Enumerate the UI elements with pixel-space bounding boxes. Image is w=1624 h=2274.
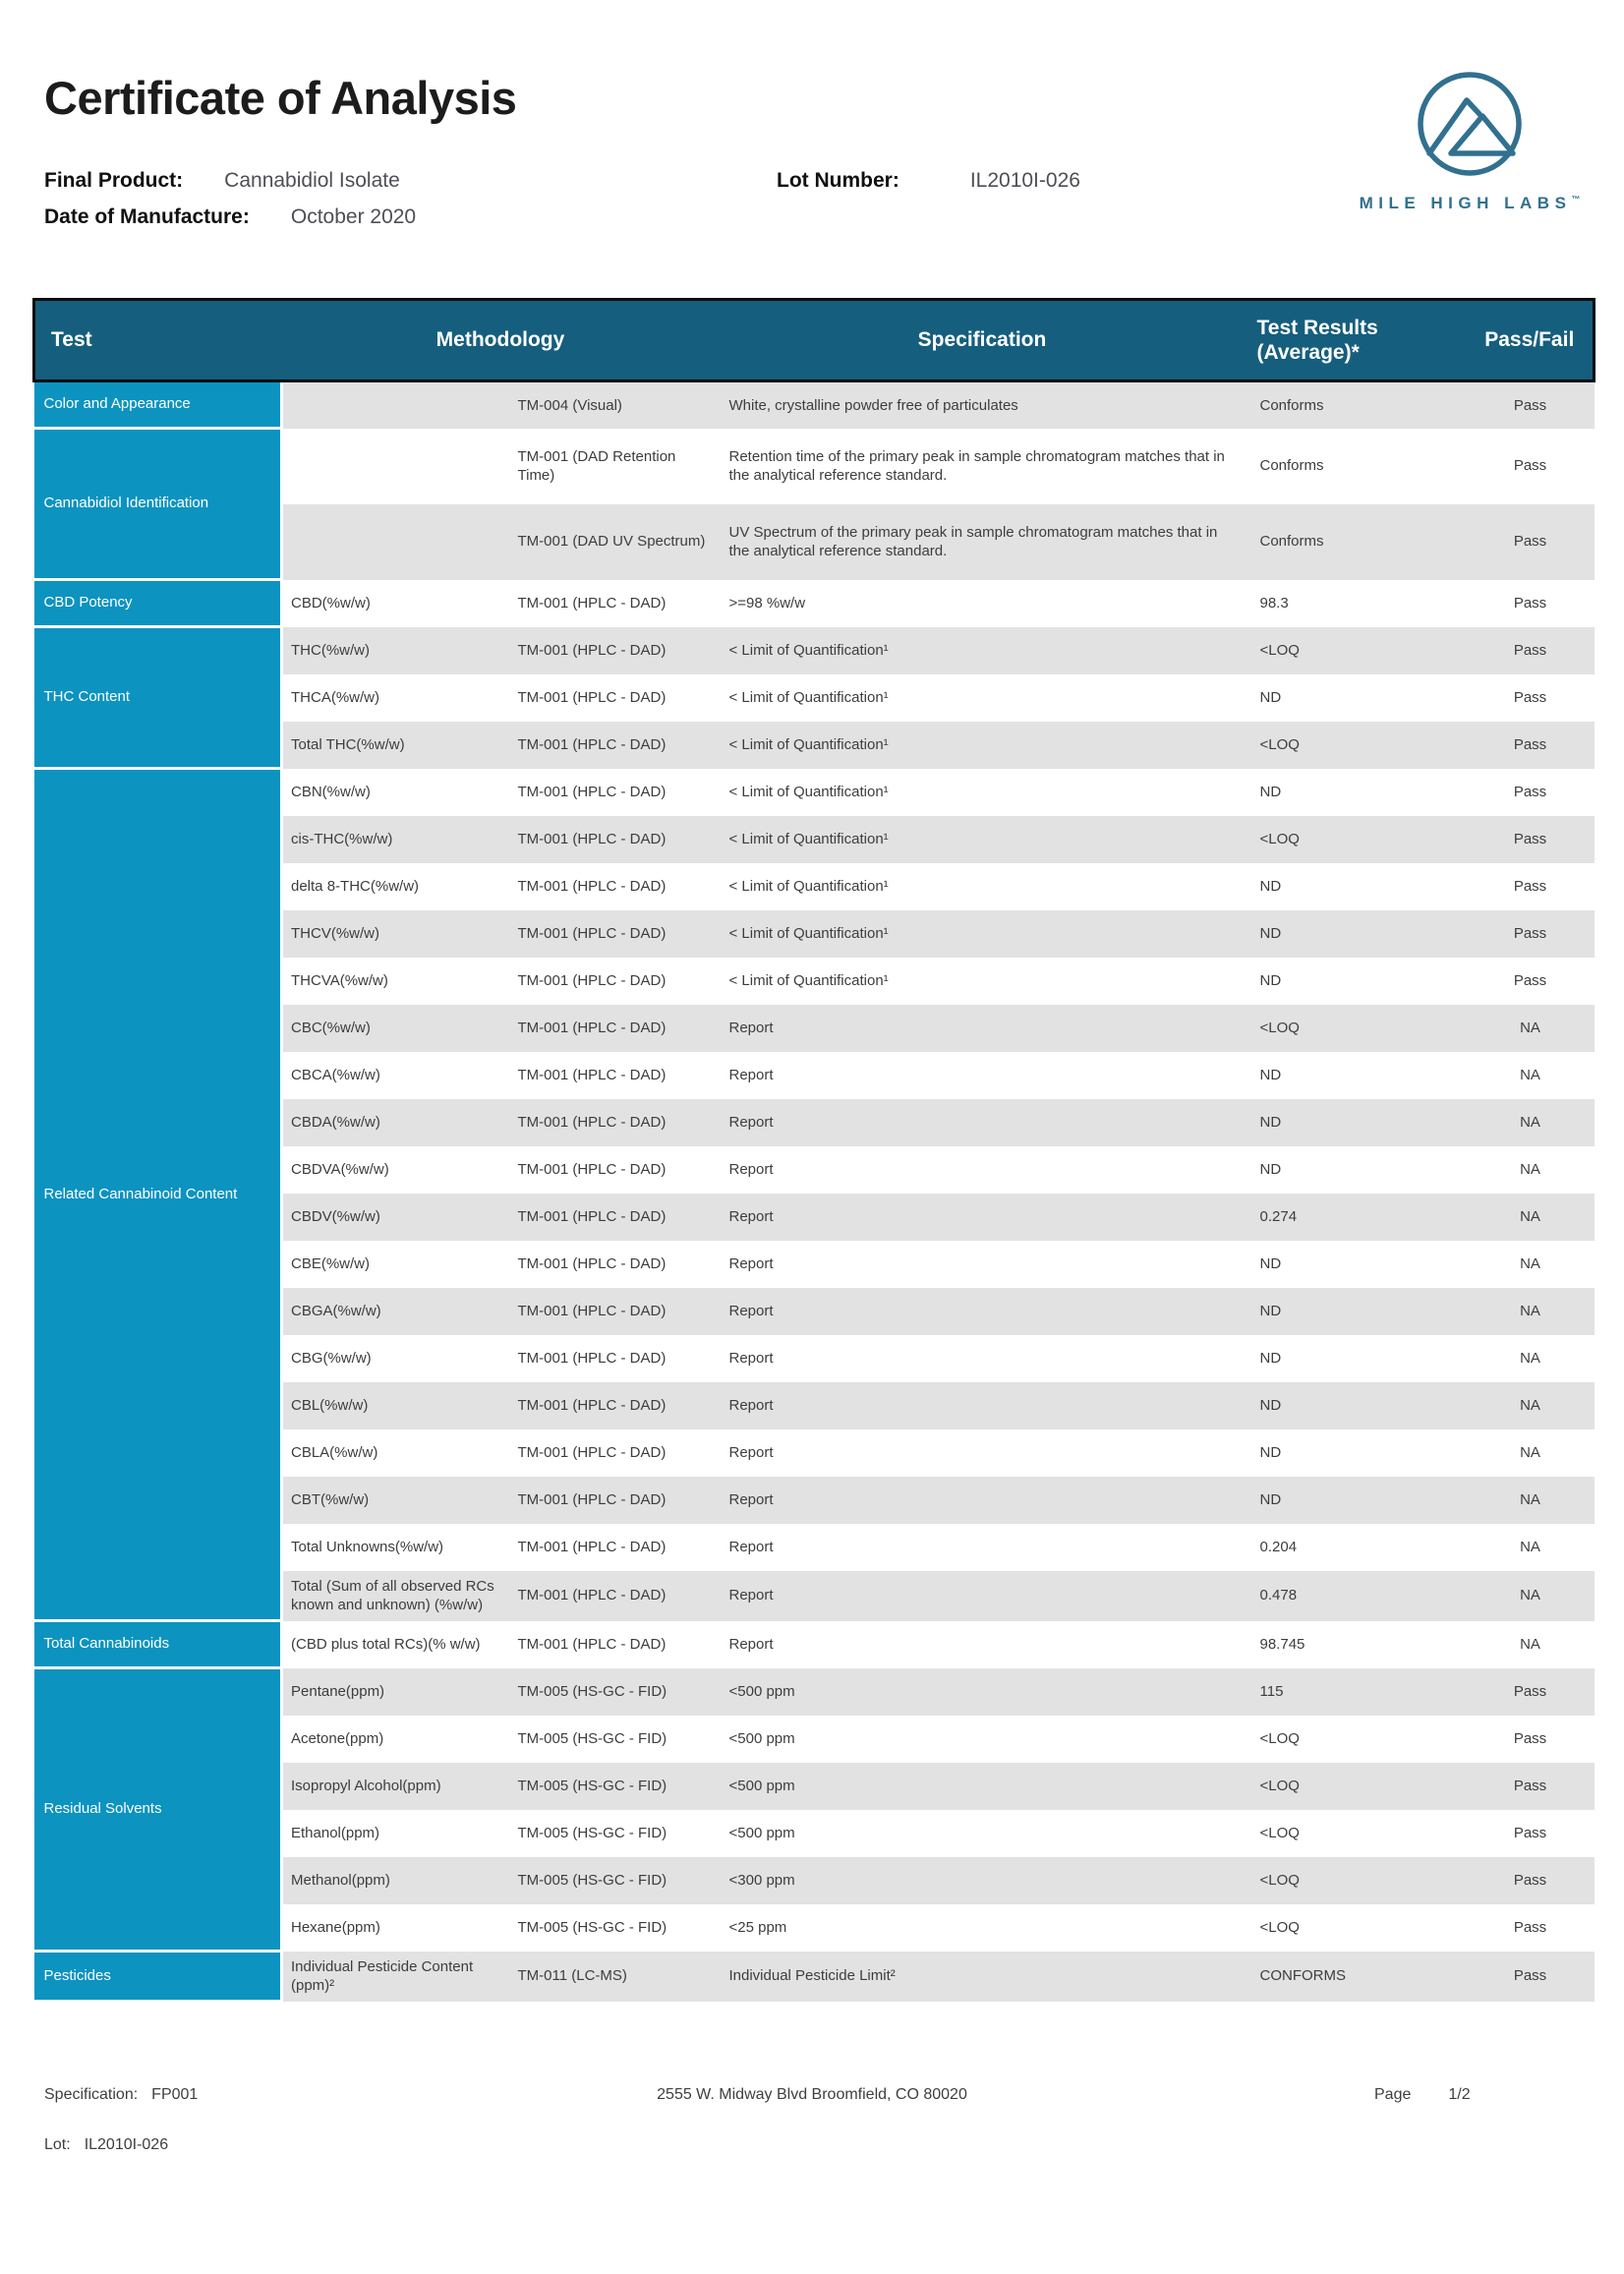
footer-specification-label: Specification: <box>44 2086 139 2103</box>
lot-number-value: IL2010I-026 <box>969 169 1080 192</box>
methodology-cell: TM-001 (DAD UV Spectrum) <box>508 504 720 580</box>
result-cell: ND <box>1246 1099 1467 1146</box>
result-cell: ND <box>1246 674 1467 722</box>
result-cell: Conforms <box>1246 429 1467 504</box>
specification-cell: Report <box>720 1382 1246 1429</box>
footer-page-label: Page <box>1374 2086 1412 2103</box>
footer-page-value: 1/2 <box>1448 2086 1471 2103</box>
test-section-cell: THC Content <box>34 627 282 769</box>
result-cell: ND <box>1246 1429 1467 1477</box>
analyte-cell: (CBD plus total RCs)(% w/w) <box>282 1621 508 1668</box>
analyte-cell: cis-THC(%w/w) <box>282 816 508 863</box>
col-header-methodology: Methodology <box>282 300 720 381</box>
specification-cell: Report <box>720 1477 1246 1524</box>
results-table <box>32 298 1595 2003</box>
lot-number-row <box>777 169 1080 193</box>
specification-cell: <500 ppm <box>720 1668 1246 1716</box>
passfail-cell: Pass <box>1467 674 1595 722</box>
analyte-cell: Total Unknowns(%w/w) <box>282 1524 508 1571</box>
result-cell: <LOQ <box>1246 1810 1467 1857</box>
mile-high-labs-logo <box>1357 67 1583 213</box>
analyte-cell: THCA(%w/w) <box>282 674 508 722</box>
result-cell: 98.3 <box>1246 580 1467 627</box>
analyte-cell: Total (Sum of all observed RCs known and unknown) (%w/w) <box>282 1571 508 1621</box>
passfail-cell: NA <box>1467 1241 1595 1288</box>
methodology-cell: TM-005 (HS-GC - FID) <box>508 1810 720 1857</box>
analyte-cell: CBL(%w/w) <box>282 1382 508 1429</box>
specification-cell: < Limit of Quantification¹ <box>720 910 1246 958</box>
methodology-cell: TM-001 (HPLC - DAD) <box>508 1146 720 1194</box>
specification-cell: UV Spectrum of the primary peak in sample chromatogram matches that in the analytical reference standard. <box>720 504 1246 580</box>
result-cell: <LOQ <box>1246 1763 1467 1810</box>
final-product-label: Final Product: <box>44 169 184 192</box>
methodology-cell: TM-001 (HPLC - DAD) <box>508 1241 720 1288</box>
table-header-row <box>34 300 1595 381</box>
methodology-cell: TM-005 (HS-GC - FID) <box>508 1904 720 1952</box>
analyte-cell: Isopropyl Alcohol(ppm) <box>282 1763 508 1810</box>
table-row <box>34 769 1595 816</box>
result-cell: ND <box>1246 958 1467 1005</box>
passfail-cell: Pass <box>1467 381 1595 429</box>
methodology-cell: TM-001 (HPLC - DAD) <box>508 1524 720 1571</box>
table-row <box>34 381 1595 429</box>
methodology-cell: TM-001 (HPLC - DAD) <box>508 1621 720 1668</box>
results-table-wrap <box>32 298 1595 2003</box>
specification-cell: <25 ppm <box>720 1904 1246 1952</box>
passfail-cell: NA <box>1467 1335 1595 1382</box>
passfail-cell: Pass <box>1467 429 1595 504</box>
mountain-circle-logo-icon <box>1357 67 1583 185</box>
final-product-value: Cannabidiol Isolate <box>224 169 400 192</box>
test-section-cell: Pesticides <box>34 1952 282 2002</box>
test-section-cell: CBD Potency <box>34 580 282 627</box>
result-cell: Conforms <box>1246 504 1467 580</box>
trademark-symbol: ™ <box>1571 194 1581 204</box>
table-row <box>34 429 1595 504</box>
results-table-body <box>34 381 1595 2002</box>
specification-cell: < Limit of Quantification¹ <box>720 816 1246 863</box>
result-cell: 0.274 <box>1246 1194 1467 1241</box>
footer-lot <box>44 2136 198 2154</box>
specification-cell: <500 ppm <box>720 1763 1246 1810</box>
result-cell: <LOQ <box>1246 627 1467 674</box>
methodology-cell: TM-001 (HPLC - DAD) <box>508 1571 720 1621</box>
passfail-cell: Pass <box>1467 580 1595 627</box>
methodology-cell: TM-001 (HPLC - DAD) <box>508 1052 720 1099</box>
specification-cell: >=98 %w/w <box>720 580 1246 627</box>
methodology-cell: TM-001 (HPLC - DAD) <box>508 627 720 674</box>
result-cell: ND <box>1246 910 1467 958</box>
passfail-cell: Pass <box>1467 816 1595 863</box>
result-cell: ND <box>1246 1335 1467 1382</box>
footer-page <box>1374 2086 1471 2104</box>
result-cell: Conforms <box>1246 381 1467 429</box>
passfail-cell: Pass <box>1467 627 1595 674</box>
passfail-cell: NA <box>1467 1571 1595 1621</box>
specification-cell: Report <box>720 1335 1246 1382</box>
specification-cell: Report <box>720 1146 1246 1194</box>
result-cell: ND <box>1246 769 1467 816</box>
specification-cell: < Limit of Quantification¹ <box>720 958 1246 1005</box>
date-of-manufacture-value: October 2020 <box>290 205 417 228</box>
methodology-cell: TM-001 (HPLC - DAD) <box>508 1429 720 1477</box>
methodology-cell: TM-001 (HPLC - DAD) <box>508 674 720 722</box>
passfail-cell: Pass <box>1467 863 1595 910</box>
analyte-cell: CBGA(%w/w) <box>282 1288 508 1335</box>
footer-specification-value: FP001 <box>151 2086 199 2103</box>
analyte-cell: CBCA(%w/w) <box>282 1052 508 1099</box>
specification-cell: Report <box>720 1621 1246 1668</box>
specification-cell: <500 ppm <box>720 1810 1246 1857</box>
col-header-test-results: Test Results (Average)* <box>1246 300 1467 381</box>
specification-cell: Individual Pesticide Limit² <box>720 1952 1246 2002</box>
result-cell: <LOQ <box>1246 1716 1467 1763</box>
methodology-cell: TM-001 (HPLC - DAD) <box>508 910 720 958</box>
passfail-cell: NA <box>1467 1621 1595 1668</box>
passfail-cell: NA <box>1467 1477 1595 1524</box>
specification-cell: Report <box>720 1194 1246 1241</box>
specification-cell: White, crystalline powder free of particulates <box>720 381 1246 429</box>
result-cell: <LOQ <box>1246 816 1467 863</box>
analyte-cell: THCVA(%w/w) <box>282 958 508 1005</box>
passfail-cell: NA <box>1467 1194 1595 1241</box>
page-title: Certificate of Analysis <box>44 72 517 124</box>
methodology-cell: TM-005 (HS-GC - FID) <box>508 1857 720 1904</box>
methodology-cell: TM-001 (DAD Retention Time) <box>508 429 720 504</box>
specification-cell: < Limit of Quantification¹ <box>720 722 1246 769</box>
passfail-cell: NA <box>1467 1005 1595 1052</box>
result-cell: 115 <box>1246 1668 1467 1716</box>
specification-cell: <500 ppm <box>720 1716 1246 1763</box>
table-row <box>34 1952 1595 2002</box>
date-of-manufacture-row <box>44 205 416 229</box>
specification-cell: Report <box>720 1005 1246 1052</box>
analyte-cell: THCV(%w/w) <box>282 910 508 958</box>
final-product-row <box>44 169 416 193</box>
specification-cell: < Limit of Quantification¹ <box>720 627 1246 674</box>
logo-wordmark: MILE HIGH LABS™ <box>1359 194 1581 212</box>
analyte-cell: CBDVA(%w/w) <box>282 1146 508 1194</box>
passfail-cell: Pass <box>1467 1716 1595 1763</box>
col-header-pass-fail: Pass/Fail <box>1467 300 1595 381</box>
footer-lot-value: IL2010I-026 <box>84 2136 169 2153</box>
methodology-cell: TM-011 (LC-MS) <box>508 1952 720 2002</box>
footer-lot-label: Lot: <box>44 2136 71 2153</box>
test-section-cell: Related Cannabinoid Content <box>34 769 282 1621</box>
footer-address: 2555 W. Midway Blvd Broomfield, CO 80020 <box>657 2086 967 2103</box>
result-cell: 0.204 <box>1246 1524 1467 1571</box>
methodology-cell: TM-001 (HPLC - DAD) <box>508 1335 720 1382</box>
analyte-cell <box>282 429 508 504</box>
methodology-cell: TM-005 (HS-GC - FID) <box>508 1668 720 1716</box>
analyte-cell: CBN(%w/w) <box>282 769 508 816</box>
analyte-cell: CBDV(%w/w) <box>282 1194 508 1241</box>
analyte-cell: Pentane(ppm) <box>282 1668 508 1716</box>
methodology-cell: TM-001 (HPLC - DAD) <box>508 580 720 627</box>
specification-cell: Report <box>720 1052 1246 1099</box>
passfail-cell: Pass <box>1467 1668 1595 1716</box>
methodology-cell: TM-001 (HPLC - DAD) <box>508 863 720 910</box>
passfail-cell: Pass <box>1467 958 1595 1005</box>
passfail-cell: NA <box>1467 1524 1595 1571</box>
passfail-cell: Pass <box>1467 1763 1595 1810</box>
result-cell: <LOQ <box>1246 1857 1467 1904</box>
result-cell: ND <box>1246 1241 1467 1288</box>
analyte-cell <box>282 504 508 580</box>
passfail-cell: NA <box>1467 1382 1595 1429</box>
specification-cell: Retention time of the primary peak in sample chromatogram matches that in the analytical reference standard. <box>720 429 1246 504</box>
passfail-cell: NA <box>1467 1052 1595 1099</box>
passfail-cell: Pass <box>1467 722 1595 769</box>
passfail-cell: Pass <box>1467 769 1595 816</box>
table-row <box>34 627 1595 674</box>
methodology-cell: TM-001 (HPLC - DAD) <box>508 769 720 816</box>
result-cell: <LOQ <box>1246 1005 1467 1052</box>
table-row <box>34 1668 1595 1716</box>
product-meta <box>44 169 416 242</box>
analyte-cell: Acetone(ppm) <box>282 1716 508 1763</box>
analyte-cell: Individual Pesticide Content (ppm)² <box>282 1952 508 2002</box>
passfail-cell: Pass <box>1467 1952 1595 2002</box>
result-cell: ND <box>1246 1477 1467 1524</box>
analyte-cell: CBLA(%w/w) <box>282 1429 508 1477</box>
specification-cell: Report <box>720 1241 1246 1288</box>
result-cell: ND <box>1246 1146 1467 1194</box>
methodology-cell: TM-004 (Visual) <box>508 381 720 429</box>
methodology-cell: TM-001 (HPLC - DAD) <box>508 1288 720 1335</box>
analyte-cell: Ethanol(ppm) <box>282 1810 508 1857</box>
analyte-cell <box>282 381 508 429</box>
specification-cell: Report <box>720 1099 1246 1146</box>
passfail-cell: Pass <box>1467 910 1595 958</box>
specification-cell: < Limit of Quantification¹ <box>720 769 1246 816</box>
methodology-cell: TM-005 (HS-GC - FID) <box>508 1716 720 1763</box>
analyte-cell: CBD(%w/w) <box>282 580 508 627</box>
result-cell: <LOQ <box>1246 722 1467 769</box>
result-cell: 0.478 <box>1246 1571 1467 1621</box>
analyte-cell: CBT(%w/w) <box>282 1477 508 1524</box>
analyte-cell: Total THC(%w/w) <box>282 722 508 769</box>
passfail-cell: NA <box>1467 1099 1595 1146</box>
methodology-cell: TM-001 (HPLC - DAD) <box>508 1382 720 1429</box>
specification-cell: Report <box>720 1571 1246 1621</box>
date-of-manufacture-label: Date of Manufacture: <box>44 205 250 228</box>
passfail-cell: Pass <box>1467 1857 1595 1904</box>
analyte-cell: CBC(%w/w) <box>282 1005 508 1052</box>
methodology-cell: TM-001 (HPLC - DAD) <box>508 958 720 1005</box>
result-cell: <LOQ <box>1246 1904 1467 1952</box>
analyte-cell: CBG(%w/w) <box>282 1335 508 1382</box>
test-section-cell: Total Cannabinoids <box>34 1621 282 1668</box>
analyte-cell: THC(%w/w) <box>282 627 508 674</box>
result-cell: ND <box>1246 1052 1467 1099</box>
lot-number-label: Lot Number: <box>777 169 899 192</box>
specification-cell: < Limit of Quantification¹ <box>720 863 1246 910</box>
passfail-cell: NA <box>1467 1288 1595 1335</box>
methodology-cell: TM-001 (HPLC - DAD) <box>508 816 720 863</box>
methodology-cell: TM-001 (HPLC - DAD) <box>508 1194 720 1241</box>
table-row <box>34 1621 1595 1668</box>
analyte-cell: Hexane(ppm) <box>282 1904 508 1952</box>
test-section-cell: Residual Solvents <box>34 1668 282 1952</box>
passfail-cell: Pass <box>1467 504 1595 580</box>
passfail-cell: Pass <box>1467 1810 1595 1857</box>
table-row <box>34 580 1595 627</box>
passfail-cell: NA <box>1467 1146 1595 1194</box>
col-header-test: Test <box>34 300 282 381</box>
analyte-cell: CBDA(%w/w) <box>282 1099 508 1146</box>
test-section-cell: Color and Appearance <box>34 381 282 429</box>
result-cell: 98.745 <box>1246 1621 1467 1668</box>
result-cell: ND <box>1246 1382 1467 1429</box>
specification-cell: < Limit of Quantification¹ <box>720 674 1246 722</box>
result-cell: ND <box>1246 863 1467 910</box>
specification-cell: Report <box>720 1429 1246 1477</box>
methodology-cell: TM-001 (HPLC - DAD) <box>508 1477 720 1524</box>
specification-cell: Report <box>720 1524 1246 1571</box>
methodology-cell: TM-005 (HS-GC - FID) <box>508 1763 720 1810</box>
result-cell: ND <box>1246 1288 1467 1335</box>
passfail-cell: Pass <box>1467 1904 1595 1952</box>
analyte-cell: CBE(%w/w) <box>282 1241 508 1288</box>
test-section-cell: Cannabidiol Identification <box>34 429 282 580</box>
analyte-cell: delta 8-THC(%w/w) <box>282 863 508 910</box>
result-cell: CONFORMS <box>1246 1952 1467 2002</box>
analyte-cell: Methanol(ppm) <box>282 1857 508 1904</box>
specification-cell: <300 ppm <box>720 1857 1246 1904</box>
methodology-cell: TM-001 (HPLC - DAD) <box>508 1099 720 1146</box>
passfail-cell: NA <box>1467 1429 1595 1477</box>
methodology-cell: TM-001 (HPLC - DAD) <box>508 1005 720 1052</box>
col-header-specification: Specification <box>720 300 1246 381</box>
methodology-cell: TM-001 (HPLC - DAD) <box>508 722 720 769</box>
specification-cell: Report <box>720 1288 1246 1335</box>
